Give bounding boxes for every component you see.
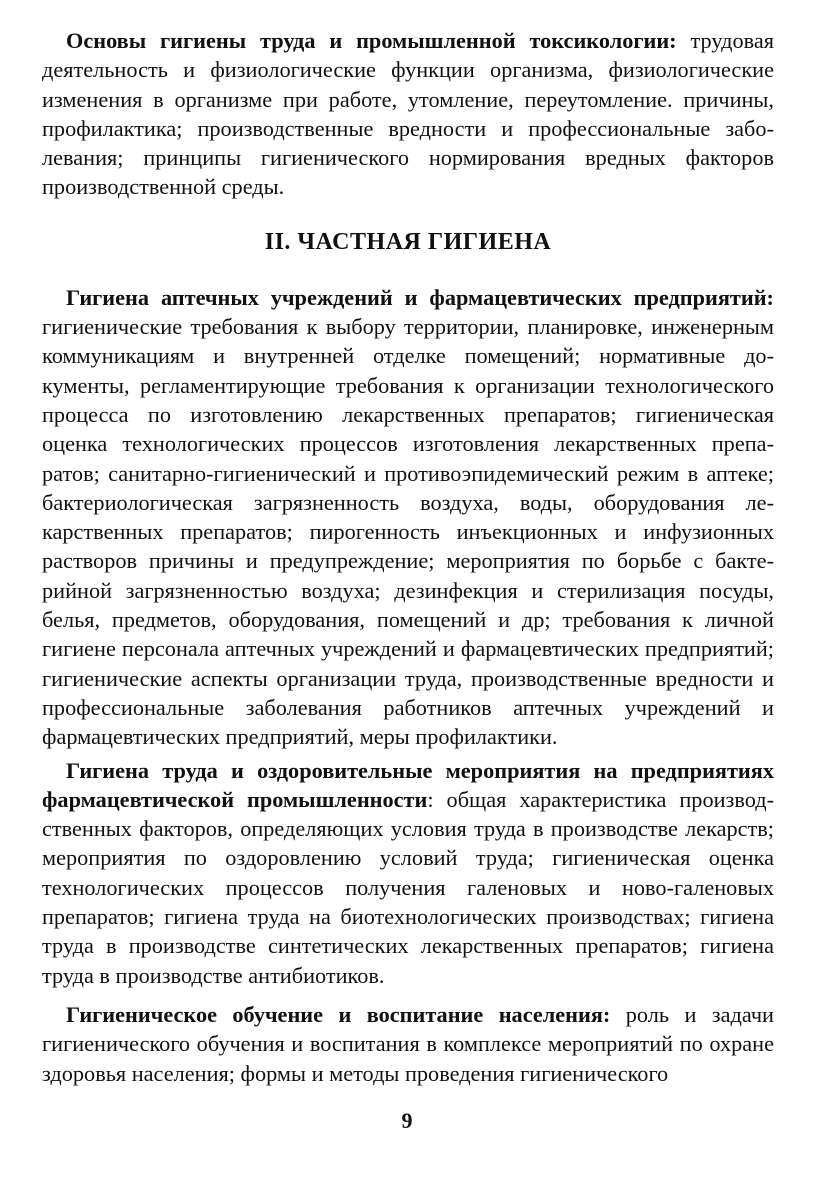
paragraph-lead: Гигиена аптечных учреждений и фармацевтических предприятий: <box>66 284 774 310</box>
paragraph-text: роль и задачи гигиенического обучения и воспитания в комплексе мероприятий по охране здоровья населения; формы и методы проведения гигиенического <box>42 1001 774 1086</box>
paragraph-pharmacy-hygiene <box>42 283 774 752</box>
paragraph-occupational-hygiene <box>42 26 774 202</box>
paragraph-text: : общая характеристика производственных факторов, определяющих условия труда в производстве лекарств; мероприятия по оздоровлению условий труда; гигиеническая оценка технологических процессов получения галеновых и ново-галеновых препаратов; гигиена труда на биотехнологических производствах; гигиена труда в производстве синтетических лекарственных препаратов; гигиена труда в производстве антибиотиков. <box>42 786 775 988</box>
paragraph-lead: Основы гигиены труда и промышленной токсикологии: <box>66 28 677 53</box>
page-number: 9 <box>401 1108 413 1133</box>
paragraph-text: гигиенические требования к выбору территории, планировке, инженерным коммуникациям и внутренней отделке помещений; нормативные документы, регламентирующие требования к организации технологического процесса по изготовлению лекарственных препаратов; гигиеническая оценка технологических процессов изготовления лекарственных препаратов; санитарно-гигиенический и противоэпидемический режим в аптеке; бактериологическая загрязненность воздуха, воды, оборудования лекарственных препаратов; пирогенность инъекционных и инфузионных растворов причины и предупреждение; мероприятия по борьбе с бактерийной загрязненностью воздуха; дезинфекция и стерилизация посуды, белья, предметов, оборудования, помещений и др; требования к личной гигиене персонала аптечных учреждений и фармацевтических предприятий; гигиенические аспекты организации труда, производственные вредности и профессиональные заболевания работников аптечных учреждений и фармацевтических предприятий, меры профилактики. <box>42 314 774 750</box>
page-body <box>42 26 774 1088</box>
paragraph-hygiene-education <box>42 1000 774 1088</box>
paragraph-lead: Гигиена труда и оздоровительные мероприятия на предприятиях фармацевтической промышленности <box>42 757 774 812</box>
paragraph-lead: Гигиеническое обучение и воспитание населения: <box>66 1001 611 1027</box>
section-heading: II. ЧАСТНАЯ ГИГИЕНА <box>264 228 552 255</box>
paragraph-text: трудовая деятельность и физиологические функции организма, физиологические изменения в организме при работе, утомление, переутомление. причины, профилактика; производственные вредности и профессиональные заболевания; принципы гигиенического нормирования вредных факторов производственной среды. <box>42 28 774 200</box>
paragraph-industry-hygiene <box>42 756 774 990</box>
